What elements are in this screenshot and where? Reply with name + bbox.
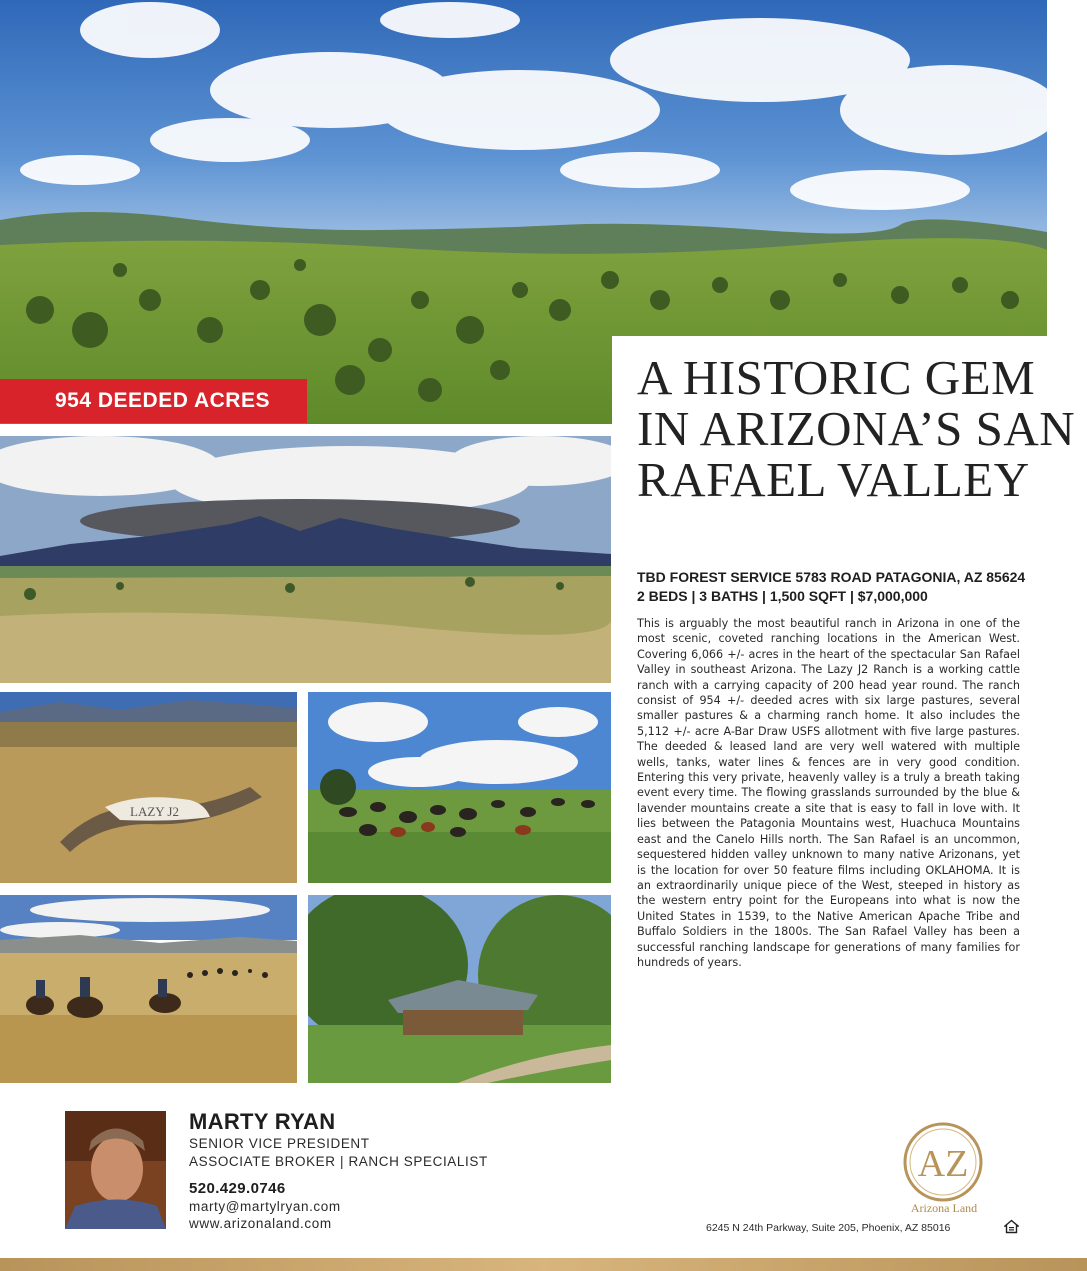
deeded-acres-badge: 954 DEEDED ACRES xyxy=(0,379,307,423)
ranch-home-photo xyxy=(308,895,611,1083)
property-details xyxy=(637,568,1077,606)
agent-email-link[interactable]: marty@martylryan.com xyxy=(189,1199,341,1214)
agent-name: MARTY RYAN xyxy=(189,1109,336,1134)
valley-grassland-photo xyxy=(0,436,611,683)
sign-lettering: LAZY J2 xyxy=(130,804,179,819)
property-address: TBD FOREST SERVICE 5783 ROAD PATAGONIA, AZ 85624 xyxy=(637,569,1026,585)
agent-avatar xyxy=(65,1111,166,1229)
agent-phone[interactable]: 520.429.0746 xyxy=(189,1180,286,1197)
agent-website-link[interactable]: www.arizonaland.com xyxy=(189,1216,332,1231)
footer-gold-bar xyxy=(0,1258,1087,1271)
property-specs: 2 BEDS | 3 BATHS | 1,500 SQFT | $7,000,000 xyxy=(637,588,928,604)
office-address: 6245 N 24th Parkway, Suite 205, Phoenix, AZ 85016 xyxy=(706,1222,951,1234)
equal-housing-icon xyxy=(1004,1219,1019,1234)
agent-title: SENIOR VICE PRESIDENT xyxy=(189,1136,370,1151)
cattle-herd-photo xyxy=(308,692,611,883)
lazy-j2-sign-photo xyxy=(0,692,297,883)
cowboys-on-horseback-photo xyxy=(0,895,297,1083)
logo-letters: AZ xyxy=(917,1143,969,1185)
brokerage-name: Arizona Land xyxy=(910,1201,978,1215)
property-description: This is arguably the most beautiful ranch in Arizona in one of the most scenic, coveted ranching locations in the American West. Covering 6,066 +/- acres in the heart of the spectacular San Rafael Valley in southeast Arizona. The Lazy J2 Ranch is a working cattle ranch with a carrying capacity of 200 head year round. The ranch consist of 954 +/- deeded acres with six large pastures, several smaller pastures & a charming ranch home. It also includes the 5,112 +/- acre A-Bar Draw USFS allotment with five large pastures. The deeded & leased land are very well watered with multiple wells, tanks, water lines & fences are in very good condition. Entering this very private, heavenly valley is a truly a breath taking event every time. The flowing grasslands surrounded by the blue & lavender mountains create a site that is easy to fall in love with. It lies between the Patagonia Mountains west, Huachuca Mountains east and the Canelo Hills north. The San Rafael is an uncommon, sequestered hidden valley unknown to many native Arizonans, yet is the location for over 50 feature films including OKLAHOMA. It is an extraordinarily unique piece of the West, steeped in history as the western entry point for the Europeans into what is now the United States in 1539, to the Native American Apache Tribe and Buffalo Soldiers in the 1800s. The San Rafael Valley has been a successful ranching landscape for generations of many families for hundreds of years. xyxy=(637,617,1020,969)
headline: A HISTORIC GEM IN ARIZONA’S SAN RAFAEL VALLEY xyxy=(637,350,1076,507)
agent-role: ASSOCIATE BROKER | RANCH SPECIALIST xyxy=(189,1154,488,1169)
